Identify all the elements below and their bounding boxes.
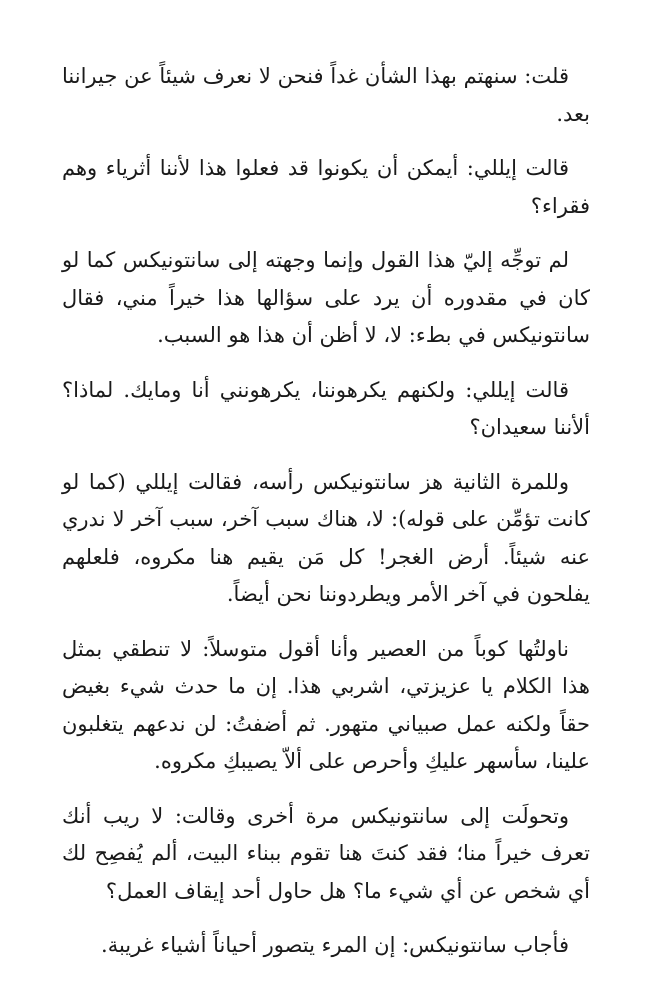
paragraph-4: قالت إيللي: ولكنهم يكرهوننا، يكرهونني أنا ومايك. لماذا؟ ألأننا سعيدان؟ xyxy=(62,377,590,439)
paragraph-5: وللمرة الثانية هز سانتونيكس رأسه، فقالت إيللي (كما لو كانت تؤمِّن على قوله): لا، هناك سبب آخر، سبب آخر لا ندري عنه شيئاً. أرض الغجر! كل مَن يقيم هنا مكروه، فلعلهم يفلحون في آخر الأمر ويطردوننا نحن أيضاً. xyxy=(62,469,590,606)
paragraph-6: ناولتُها كوباً من العصير وأنا أقول متوسلاً: لا تنطقي بمثل هذا الكلام يا عزيزتي، اشربي هذا. إن ما حدث شيء بغيض حقاً ولكنه عمل صبياني متهور. ثم أضفتُ: لن ندعهم يتغلبون علينا، سأسهر عليكِ وأحرص على ألاّ يصيبكِ مكروه. xyxy=(62,636,590,773)
paragraph-3: لم توجِّه إليّ هذا القول وإنما وجهته إلى سانتونيكس كما لو كان في مقدوره أن يرد على سؤالها هذا خيراً مني، فقال سانتونيكس في بطء: لا، لا أظن أن هذا هو السبب. xyxy=(62,248,590,347)
paragraph-2: قالت إيللي: أيمكن أن يكونوا قد فعلوا هذا لأننا أثرياء وهم فقراء؟ xyxy=(62,156,590,218)
paragraph-8: فأجاب سانتونيكس: إن المرء يتصور أحياناً أشياء غريبة. xyxy=(101,933,569,957)
paragraph-1: قلت: سنهتم بهذا الشأن غداً فنحن لا نعرف شيئاً عن جيراننا بعد. xyxy=(62,64,590,126)
text-column xyxy=(62,58,590,982)
paragraph-7: وتحولَت إلى سانتونيكس مرة أخرى وقالت: لا ريب أنك تعرف خيراً منا؛ فقد كنتَ هنا تقوم ببناء البيت، ألم يُفصِح لك أي شخص عن أي شيء ما؟ هل حاول أحد إيقاف العمل؟ xyxy=(62,803,590,903)
